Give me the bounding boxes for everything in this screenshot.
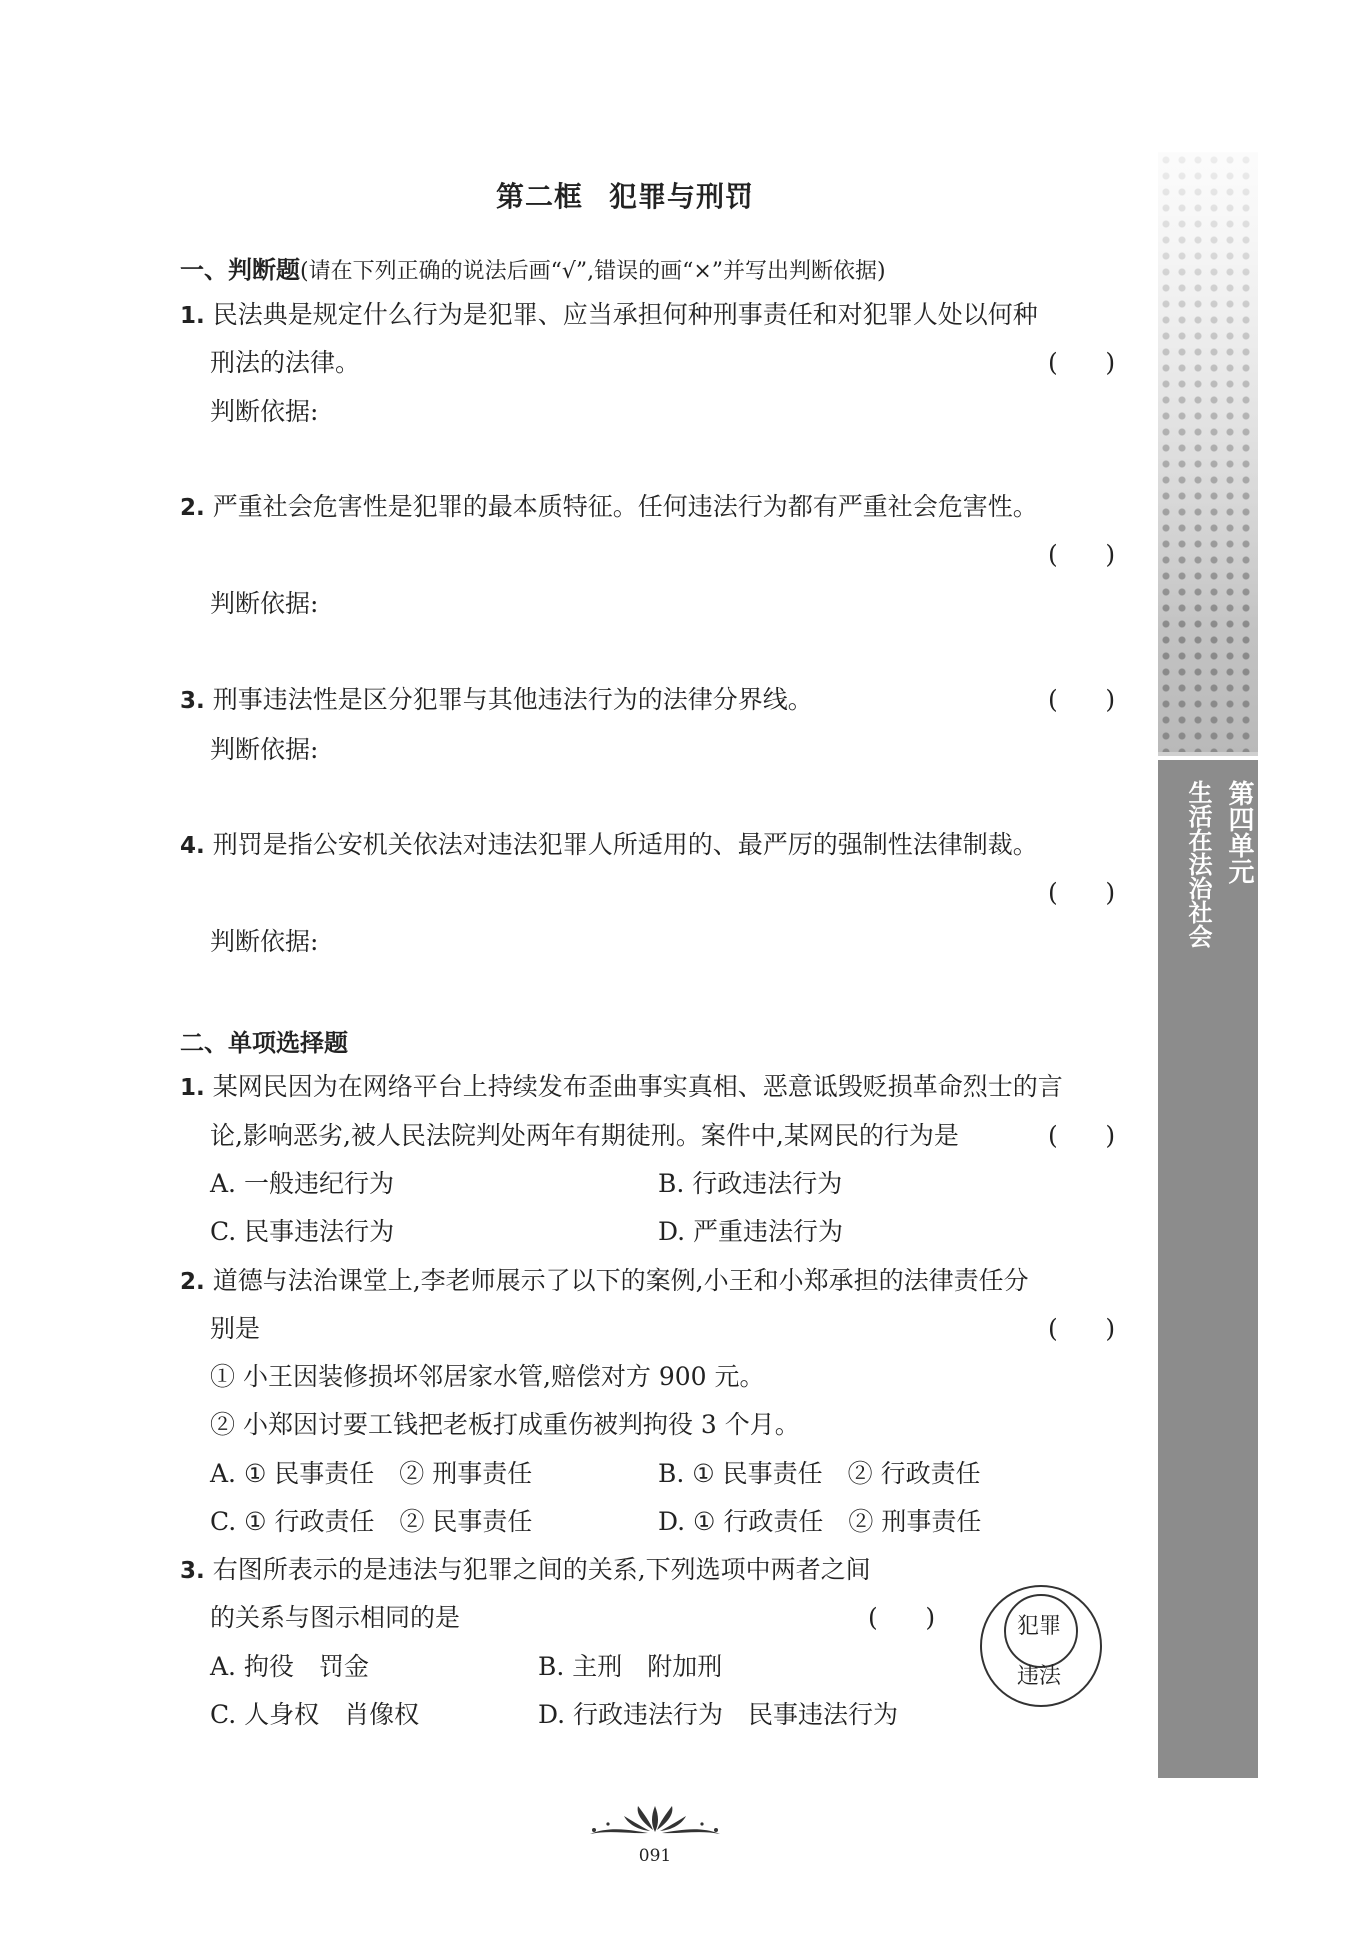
section-single-choice: 二、单项选择题 xyxy=(180,1029,348,1057)
question-text: 刑罚是指公安机关依法对违法犯罪人所适用的、最严厉的强制性法律制裁。 xyxy=(212,830,1038,859)
choice-question-3 xyxy=(180,1553,871,1588)
page-number: 091 xyxy=(638,1846,672,1866)
case-1: ① 小王因装修损坏邻居家水管,赔偿对方 900 元。 xyxy=(210,1362,765,1391)
question-number: 3. xyxy=(180,1558,205,1584)
option-a: A. 拘役 罚金 xyxy=(210,1652,369,1681)
venn-inner-label: 犯罪 xyxy=(1017,1614,1062,1639)
question-number: 4. xyxy=(180,833,205,859)
option-c: C. ① 行政责任 ② 民事责任 xyxy=(210,1507,533,1536)
unit-name: 生活在法治社会 xyxy=(1184,780,1213,948)
answer-parentheses: ( ) xyxy=(1048,685,1116,714)
section-note: (请在下列正确的说法后画“√”,错误的画“×”并写出判断依据) xyxy=(300,259,886,284)
question-number: 2. xyxy=(180,1269,205,1295)
choice-question-2 xyxy=(180,1264,1029,1299)
option-b: B. ① 民事责任 ② 行政责任 xyxy=(658,1459,981,1488)
question-text: 道德与法治课堂上,李老师展示了以下的案例,小王和小郑承担的法律责任分 xyxy=(212,1266,1029,1295)
venn-outer-label: 违法 xyxy=(1017,1664,1062,1689)
question-number: 1. xyxy=(180,1075,205,1101)
choice-question-2-line2: 别是 xyxy=(210,1314,261,1343)
answer-parentheses: ( ) xyxy=(868,1603,936,1632)
choice-question-1-line2: 论,影响恶劣,被人民法院判处两年有期徒刑。案件中,某网民的行为是 xyxy=(210,1121,959,1150)
option-d: D. ① 行政责任 ② 刑事责任 xyxy=(658,1507,982,1536)
option-c: C. 人身权 肖像权 xyxy=(210,1700,420,1729)
answer-parentheses: ( ) xyxy=(1048,1314,1116,1343)
option-b: B. 主刑 附加刑 xyxy=(538,1652,723,1681)
option-c: C. 民事违法行为 xyxy=(210,1217,395,1246)
option-a: A. 一般违纪行为 xyxy=(210,1169,394,1198)
question-number: 3. xyxy=(180,688,205,714)
unit-number: 第四单元 xyxy=(1224,780,1254,884)
answer-parentheses: ( ) xyxy=(1048,1121,1116,1150)
section-title: 一、判断题 xyxy=(180,256,300,284)
title-part2: 犯罪与刑罚 xyxy=(609,180,755,213)
question-text: 某网民因为在网络平台上持续发布歪曲事实真相、恶意诋毁贬损革命烈士的言 xyxy=(212,1072,1063,1101)
page-title xyxy=(160,175,1090,215)
choice-question-3-line2: 的关系与图示相同的是 xyxy=(210,1603,461,1632)
question-number: 1. xyxy=(180,303,205,329)
section-judgement xyxy=(180,250,886,285)
option-d: D. 严重违法行为 xyxy=(658,1217,844,1246)
option-a: A. ① 民事责任 ② 刑事责任 xyxy=(210,1459,533,1488)
floral-ornament-icon xyxy=(580,1800,730,1840)
option-b: B. 行政违法行为 xyxy=(658,1169,843,1198)
judge-question-2 xyxy=(180,490,1038,525)
question-number: 2. xyxy=(180,495,205,521)
option-d: D. 行政违法行为 民事违法行为 xyxy=(538,1700,899,1729)
judge-question-3 xyxy=(180,683,813,718)
judgement-basis-label: 判断依据: xyxy=(210,589,319,618)
judge-question-1 xyxy=(180,298,1038,333)
answer-parentheses: ( ) xyxy=(1048,348,1116,377)
side-tab xyxy=(1158,152,1258,1774)
question-text: 民法典是规定什么行为是犯罪、应当承担何种刑事责任和对犯罪人处以何种 xyxy=(212,300,1038,329)
judge-question-1-line2: 刑法的法律。 xyxy=(210,348,361,377)
answer-parentheses: ( ) xyxy=(1048,540,1116,569)
unit-label-block xyxy=(1158,756,1258,1778)
judgement-basis-label: 判断依据: xyxy=(210,927,319,956)
judgement-basis-label: 判断依据: xyxy=(210,735,319,764)
judgement-basis-label: 判断依据: xyxy=(210,397,319,426)
halftone-pattern xyxy=(1158,152,1258,752)
case-2: ② 小郑因讨要工钱把老板打成重伤被判拘役 3 个月。 xyxy=(210,1410,800,1439)
judge-question-4 xyxy=(180,828,1038,863)
title-part1: 第二框 xyxy=(495,180,583,213)
question-text: 刑事违法性是区分犯罪与其他违法行为的法律分界线。 xyxy=(212,685,813,714)
question-text: 严重社会危害性是犯罪的最本质特征。任何违法行为都有严重社会危害性。 xyxy=(212,492,1038,521)
question-text: 右图所表示的是违法与犯罪之间的关系,下列选项中两者之间 xyxy=(212,1555,871,1584)
answer-parentheses: ( ) xyxy=(1048,878,1116,907)
choice-question-1 xyxy=(180,1070,1063,1105)
